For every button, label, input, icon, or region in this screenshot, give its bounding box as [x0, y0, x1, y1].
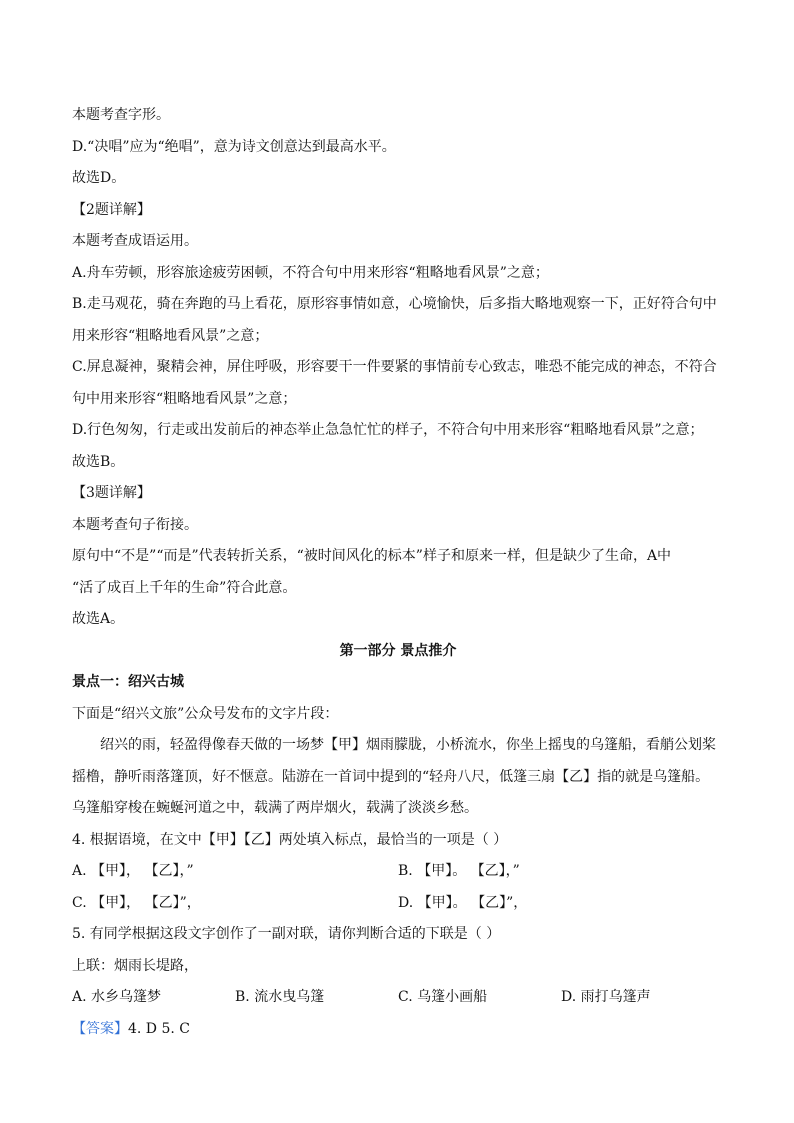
question-4-option-d: D. 【甲】。 【乙】”，: [398, 894, 528, 911]
text-line: 原句中“不是”“而是”代表转折关系，“被时间风化的标本”样子和原来一样，但是缺少了生命，A中: [72, 548, 672, 564]
text-line: 本题考查句子衔接。: [72, 516, 198, 533]
question-4-options-row-2: [72, 888, 724, 920]
answer-line: [72, 1014, 724, 1046]
question-5-option-a: A. 水乡乌篷梦: [72, 989, 162, 1005]
answer-text: 4. D 5. C: [128, 1020, 191, 1037]
text-line: 本题考查字形。: [72, 107, 170, 123]
question-5-option-b: B. 流水曳乌篷: [235, 989, 325, 1005]
question-5-stem: 5. 有同学根据这段文字创作了一副对联，请你判断合适的下联是（ ）: [72, 926, 501, 942]
question-4-options-row-1: [72, 856, 724, 888]
question-4-option-a: A. 【甲】， 【乙】，”: [72, 863, 194, 879]
option-explanation-b-cont: 用来形容“粗略地看风景”之意；: [72, 327, 269, 344]
intro-line: 下面是“绍兴文旅”公众号发布的文字片段：: [72, 705, 339, 722]
question-5-options-row: [72, 982, 724, 1014]
option-explanation-d: D.行色匆匆，行走或出发前后的神态举止急急忙忙的样子，不符合句中用来形容“粗略地看风景”之意；: [72, 422, 704, 438]
option-explanation-c: C.屏息凝神，聚精会神，屏住呼吸，形容要干一件要紧的事情前专心致志，唯恐不能完成的神态，不符合: [72, 359, 717, 375]
question-5-option-c: C. 乌篷小画船: [398, 989, 488, 1005]
question-4-option-c: C. 【甲】， 【乙】”，: [72, 894, 201, 911]
question-5-upper-couplet: 上联：烟雨长堤路，: [72, 957, 198, 974]
question-heading-2: 【2题详解】: [72, 201, 151, 218]
text-line: 故选A。: [72, 611, 125, 627]
text-line: D.“决唱”应为“绝唱”，意为诗文创意达到最高水平。: [72, 138, 396, 155]
question-4-option-b: B. 【甲】。 【乙】，”: [398, 863, 520, 879]
option-explanation-a: A.舟车劳顿，形容旅途疲劳困顿，不符合句中用来形容“粗略地看风景”之意；: [72, 264, 549, 281]
question-heading-3: 【3题详解】: [72, 485, 151, 501]
question-4-stem: 4. 根据语境，在文中【甲】【乙】两处填入标点，最恰当的一项是（ ）: [72, 831, 508, 848]
spot-title: 景点一：绍兴古城: [72, 674, 184, 690]
section-title: 第一部分 景点推介: [339, 642, 457, 659]
passage-line: 绍兴的雨，轻盈得像春天做的一场梦【甲】烟雨朦胧，小桥流水，你坐上摇曳的乌篷船，看艄公划桨: [100, 737, 716, 753]
option-explanation-b: B.走马观花，骑在奔跑的马上看花，原形容事情如意，心境愉快，后多指大略地观察一下，正好符合句中: [72, 296, 717, 312]
text-line: 故选B。: [72, 453, 125, 470]
text-line: 故选D。: [72, 170, 126, 186]
text-line: 本题考查成语运用。: [72, 233, 198, 249]
text-line: “活了成百上千年的生命”符合此意。: [72, 579, 297, 596]
passage-line: 摇橹，静听雨落篷顶，好不惬意。陆游在一首词中提到的“轻舟八尺，低篷三扇【乙】指的就是乌篷船。: [72, 768, 710, 785]
question-5-option-d: D. 雨打乌篷声: [561, 989, 651, 1005]
document-page: [72, 100, 724, 1045]
answer-tag: 【答案】: [72, 1020, 128, 1037]
passage-line: 乌篷船穿梭在蜿蜒河道之中，载满了两岸烟火，载满了淡淡乡愁。: [72, 800, 478, 816]
option-explanation-c-cont: 句中用来形容“粗略地看风景”之意；: [72, 390, 297, 407]
